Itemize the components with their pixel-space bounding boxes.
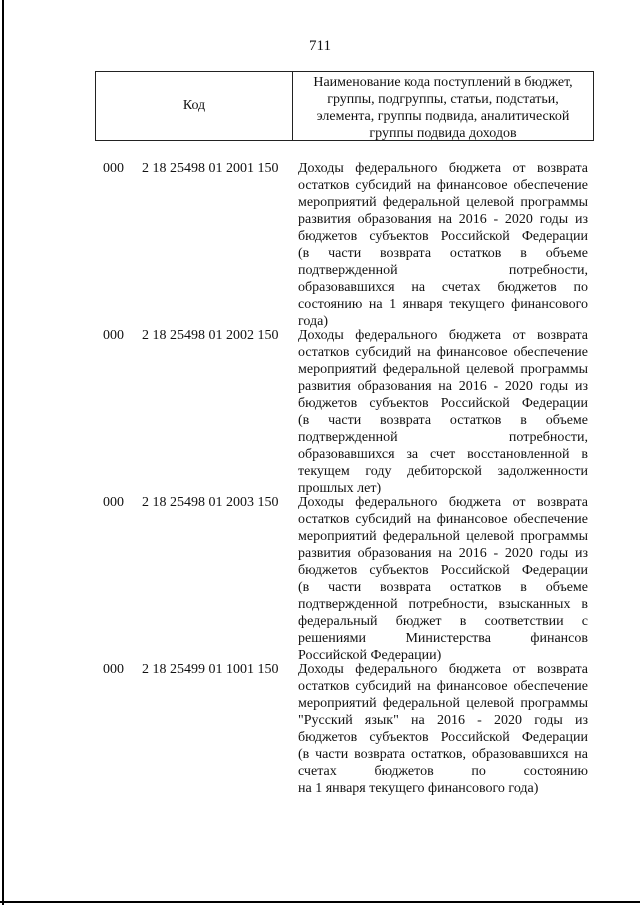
description-line: (в части возврата остатков в объеме (298, 413, 588, 428)
description-line: (в части возврата остатков в объеме (298, 246, 588, 261)
income-code: 2 18 25498 01 2003 150 (142, 495, 279, 510)
income-description (298, 661, 588, 797)
description-line: остатков субсидий на финансовое обеспечение (298, 345, 588, 360)
description-line: Российской Федерации) (298, 648, 442, 663)
description-line: бюджетов субъектов Российской Федерации (298, 563, 588, 578)
description-line: мероприятий федеральной целевой программы (298, 362, 588, 377)
income-code: 2 18 25498 01 2001 150 (142, 161, 279, 176)
column-header-name-line: элемента, группы подвида, аналитической (316, 109, 570, 124)
description-line: развития образования на 2016 - 2020 годы из (298, 546, 588, 561)
description-line: Доходы федерального бюджета от возврата (298, 495, 588, 510)
description-line: остатков субсидий на финансовое обеспечение (298, 178, 588, 193)
column-header-name-line: Наименование кода поступлений в бюджет, (313, 75, 573, 90)
column-header-code: Код (96, 72, 293, 140)
column-header-name-line: группы подвида доходов (369, 126, 517, 141)
description-line: мероприятий федеральной целевой программы (298, 195, 588, 210)
description-line: образовавшихся на счетах бюджетов по (298, 280, 588, 295)
description-line: подтвержденной потребности, взысканных в (298, 597, 588, 612)
description-line: Доходы федерального бюджета от возврата (298, 662, 588, 677)
description-line: федеральный бюджет в соответствии с (298, 614, 588, 629)
description-line: образовавшихся за счет восстановленной в (298, 447, 588, 462)
admin-code: 000 (103, 662, 124, 677)
column-header-name (293, 72, 593, 140)
income-description (298, 494, 588, 664)
description-line: (в части возврата остатков, образовавшихся на (298, 747, 588, 762)
table-header (95, 71, 594, 141)
description-line: развития образования на 2016 - 2020 годы из (298, 212, 588, 227)
description-line: развития образования на 2016 - 2020 годы из (298, 379, 588, 394)
page-number: 711 (309, 38, 331, 54)
description-line: Доходы федерального бюджета от возврата (298, 328, 588, 343)
description-line: подтвержденной потребности, (298, 263, 588, 278)
scan-edge-left (2, 0, 4, 905)
description-line: на 1 января текущего финансового года) (298, 781, 539, 796)
description-line: "Русский язык" на 2016 - 2020 годы из (298, 713, 588, 728)
description-line: решениями Министерства финансов (298, 631, 588, 646)
description-line: бюджетов субъектов Российской Федерации (298, 730, 588, 745)
description-line: мероприятий федеральной целевой программы (298, 529, 588, 544)
description-line: бюджетов субъектов Российской Федерации (298, 229, 588, 244)
description-line: подтвержденной потребности, (298, 430, 588, 445)
column-header-name-line: группы, подгруппы, статьи, подстатьи, (327, 92, 559, 107)
income-code: 2 18 25499 01 1001 150 (142, 662, 279, 677)
description-line: счетах бюджетов по состоянию (298, 764, 588, 779)
description-line: текущем году дебиторской задолженности (298, 464, 588, 479)
description-line: остатков субсидий на финансовое обеспечение (298, 679, 588, 694)
description-line: прошлых лет) (298, 481, 382, 496)
description-line: Доходы федерального бюджета от возврата (298, 161, 588, 176)
description-line: мероприятий федеральной целевой программы (298, 696, 588, 711)
description-line: состоянию на 1 января текущего финансового (298, 297, 588, 312)
income-description (298, 160, 588, 330)
scan-edge-bottom (0, 901, 640, 903)
description-line: (в части возврата остатков в объеме (298, 580, 588, 595)
admin-code: 000 (103, 161, 124, 176)
description-line: года) (298, 314, 328, 329)
admin-code: 000 (103, 328, 124, 343)
admin-code: 000 (103, 495, 124, 510)
description-line: остатков субсидий на финансовое обеспечение (298, 512, 588, 527)
income-code: 2 18 25498 01 2002 150 (142, 328, 279, 343)
income-description (298, 327, 588, 497)
description-line: бюджетов субъектов Российской Федерации (298, 396, 588, 411)
